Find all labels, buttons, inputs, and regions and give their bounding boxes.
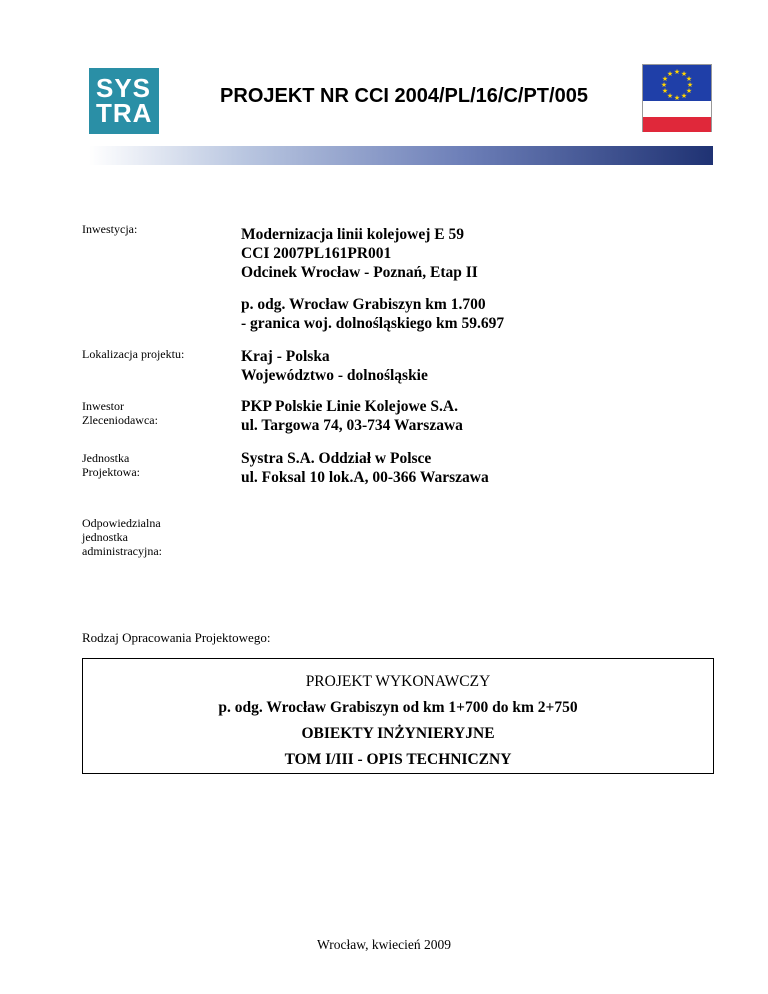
svg-text:★: ★ [673, 68, 681, 76]
systra-logo [89, 68, 159, 134]
svg-text:★: ★ [666, 92, 674, 100]
inwestor-label [82, 399, 158, 427]
inwestor-value [241, 397, 463, 435]
jednostka-line: ul. Foksal 10 lok.A, 00-366 Warszawa [241, 469, 489, 486]
svg-text:★: ★ [685, 75, 693, 83]
inwestor-line: ul. Targowa 74, 03-734 Warszawa [241, 417, 463, 434]
place-date-footer: Wrocław, kwiecień 2009 [317, 937, 451, 952]
odpowiedzialna-label-line: jednostka [82, 530, 128, 544]
svg-text:★: ★ [685, 87, 693, 95]
eu-stars-icon [643, 65, 711, 101]
inwestycja-value [241, 225, 478, 282]
lokalizacja-line: Województwo - dolnośląskie [241, 367, 428, 384]
odpowiedzialna-label-line: administracyjna: [82, 544, 162, 558]
logo-line-1: SYS [96, 73, 152, 103]
jednostka-line: Systra S.A. Oddział w Polsce [241, 450, 432, 467]
lokalizacja-label: Lokalizacja projektu: [82, 347, 185, 361]
inwestor-line: PKP Polskie Linie Kolejowe S.A. [241, 398, 458, 415]
poland-red-stripe [643, 117, 711, 132]
svg-text:★: ★ [661, 87, 669, 95]
jednostka-label-line: Jednostka [82, 451, 130, 465]
odpowiedzialna-label [82, 516, 162, 558]
svg-text:★: ★ [666, 70, 674, 78]
jednostka-label [82, 451, 140, 479]
logo-line-2: TRA [96, 98, 153, 128]
header-gradient-bar [89, 146, 713, 165]
inwestor-label-line: Zleceniodawca: [82, 413, 158, 427]
svg-text:★: ★ [661, 75, 669, 83]
lokalizacja-value [241, 347, 428, 385]
odcinek-line: - granica woj. dolnośląskiego km 59.697 [241, 315, 505, 332]
inwestycja-line: Odcinek Wrocław - Poznań, Etap II [241, 264, 478, 281]
poland-white-stripe [643, 101, 711, 117]
jednostka-value [241, 449, 489, 487]
inwestycja-label: Inwestycja: [82, 222, 138, 236]
lokalizacja-line: Kraj - Polska [241, 348, 330, 365]
eu-poland-flag [642, 64, 712, 132]
box-line: TOM I/III - OPIS TECHNICZNY [284, 751, 512, 768]
odcinek-value [241, 295, 504, 333]
project-number-title: PROJEKT NR CCI 2004/PL/16/C/PT/005 [220, 85, 588, 107]
inwestycja-line: CCI 2007PL161PR001 [241, 245, 392, 262]
box-line: PROJEKT WYKONAWCZY [305, 673, 491, 690]
rodzaj-opracowania-label: Rodzaj Opracowania Projektowego: [82, 630, 271, 645]
odpowiedzialna-label-line: Odpowiedzialna [82, 516, 161, 530]
box-line: p. odg. Wrocław Grabiszyn od km 1+700 do km 2+750 [218, 699, 578, 716]
odcinek-line: p. odg. Wrocław Grabiszyn km 1.700 [241, 296, 486, 313]
svg-text:★: ★ [660, 81, 668, 89]
project-type-box [82, 658, 714, 774]
jednostka-label-line: Projektowa: [82, 465, 140, 479]
svg-text:★: ★ [680, 70, 688, 78]
svg-text:★: ★ [673, 94, 681, 101]
svg-text:★: ★ [680, 92, 688, 100]
inwestycja-line: Modernizacja linii kolejowej E 59 [241, 226, 464, 243]
svg-text:★: ★ [686, 81, 694, 89]
inwestor-label-line: Inwestor [82, 399, 124, 413]
box-line: OBIEKTY INŻYNIERYJNE [301, 725, 495, 742]
